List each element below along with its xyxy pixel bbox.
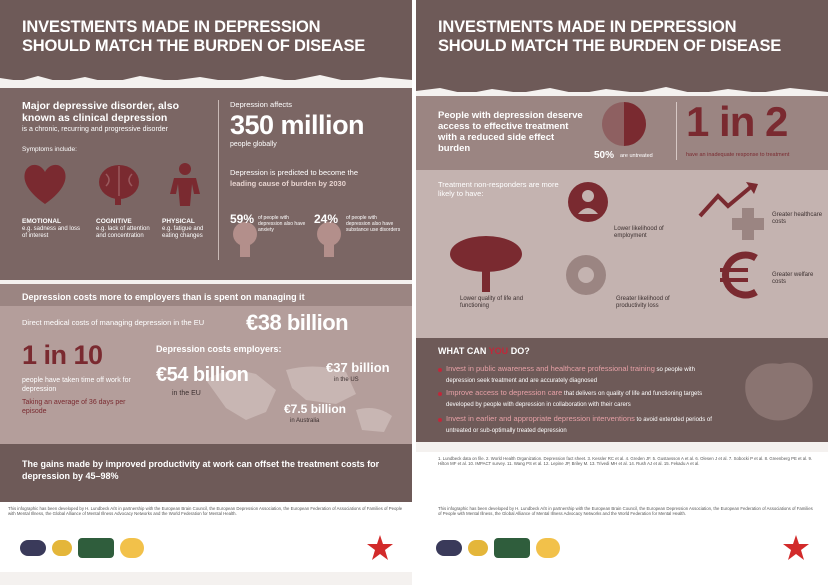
one-in-ten-desc: people have taken time off work for depression <box>22 377 131 393</box>
predicted-bold: leading cause of burden by 2030 <box>230 179 346 188</box>
what-can-text: WHAT CAN <box>438 346 489 356</box>
eufami-logo <box>78 538 114 558</box>
what-can-you-do <box>438 346 530 356</box>
au-label: in Australia <box>290 418 320 424</box>
europe-map-icon <box>736 350 820 430</box>
symptom-desc-physical: e.g. fatigue and eating changes <box>162 226 204 239</box>
body-icon <box>160 160 210 208</box>
heart-icon <box>20 160 70 208</box>
you-text: YOU <box>488 346 509 356</box>
star-icon <box>776 532 812 562</box>
direct-value: €38 billion <box>246 310 349 335</box>
bullet-icon <box>438 418 442 422</box>
bullet-icon <box>438 368 442 372</box>
bullet-icon <box>438 392 442 396</box>
inadequate-label: have an inadequate response to treatment <box>686 152 790 158</box>
symptom-label-emotional: EMOTIONAL <box>22 218 61 225</box>
symptom-desc-emotional: e.g. sadness and loss of interest <box>22 226 81 239</box>
footnote: This infographic has been developed by H. Lundbeck A/S in partnership with the European Brain Council, the European Depression Association, the European Federation of Associations of Families of People with Mental Illness, the Global Alliance of Mental Illness Advocacy Networks and the World Federation for Mental Health. <box>8 506 403 516</box>
outcome-label-employment: Lower likelihood of employment <box>614 226 664 239</box>
broken-gear-icon <box>556 250 616 300</box>
affects-value: 350 million <box>230 110 365 140</box>
stat2-desc: of people with depression also have substance use disorders <box>346 215 401 233</box>
action-item <box>446 414 736 436</box>
logo <box>468 540 488 556</box>
header-band <box>416 0 828 92</box>
action-highlight: Improve access to depression care <box>446 388 563 397</box>
outcome-label-quality: Lower quality of life and functioning <box>460 296 524 309</box>
predicted-text: Depression is predicted to become the <box>230 168 358 177</box>
star-icon <box>360 532 396 562</box>
eu-label: in the EU <box>172 390 201 397</box>
header-band <box>0 0 412 80</box>
medical-cross-icon <box>730 206 766 242</box>
eu-value: €54 billion <box>156 364 249 386</box>
deserve-text: People with depression deserve access to effective treatment with a reduced side effect burden <box>438 110 583 154</box>
us-value: €37 billion <box>326 360 390 375</box>
untreated-label: are untreated <box>620 153 653 159</box>
action-detail: so people with depression seek treatment and are accurately diagnosed <box>446 367 695 384</box>
action-detail: that delivers on quality of life and functioning targets developed by people with depression in collaboration with their carers <box>446 391 703 408</box>
logo <box>52 540 72 556</box>
divider <box>676 102 677 160</box>
head-profile-icon <box>594 98 654 154</box>
brain-icon <box>94 160 144 208</box>
divider <box>218 100 219 260</box>
symptom-label-physical: PHYSICAL <box>162 218 195 225</box>
one-in-ten: 1 in 10 <box>22 340 103 370</box>
au-value: €7.5 billion <box>284 402 347 416</box>
action-item <box>446 364 716 386</box>
affects-sub: people globally <box>230 141 277 148</box>
intro-heading: Major depressive disorder, also known as clinical depression <box>22 100 179 124</box>
page-title: INVESTMENTS MADE IN DEPRESSION SHOULD MATCH THE BURDEN OF DISEASE <box>22 18 366 55</box>
references: 1. Lundbeck data on file. 2. World Health Organization. Depression fact sheet. 3. Kessler RC et al. 4. Greden JF. 5. Gustavsson A et al. 6. Olesen J et al. 7. Sobocki P et al. 8. Greenberg PE et al. 9. Hilton MF et al. 10. IMPACT survey. 11. Wang PS et al. 12. Lepine JP, Briley M. 13. Trivedi MH et al. 14. Rush AJ et al. 15. Fekadu A et al. <box>438 456 813 466</box>
symptoms-label: Symptoms include: <box>22 146 77 153</box>
ebc-logo <box>20 540 46 556</box>
outcome-label-welfare: Greater welfare costs <box>772 272 814 285</box>
footer <box>416 452 828 585</box>
direct-label: Direct medical costs of managing depression in the EU <box>22 318 205 327</box>
do-text: DO? <box>508 346 530 356</box>
eufami-logo <box>494 538 530 558</box>
footnote: This infographic has been developed by H. Lundbeck A/S in partnership with the European Brain Council, the European Depression Association, the European Federation of Associations of Families of People with Mental Illness, the Global Alliance of Mental Illness Advocacy Networks and the World Federation for Mental Health. <box>438 506 813 516</box>
intro-sub: is a chronic, recurring and progressive disorder <box>22 126 168 133</box>
us-label: in the US <box>334 377 359 383</box>
gains-text: The gains made by improved productivity at work can offset the treatment costs for depression by 45–98% <box>22 459 380 481</box>
ebc-logo <box>436 540 462 556</box>
stat1-value: 59% <box>230 212 255 226</box>
untreated-value: 50% <box>594 150 615 161</box>
average-days: Taking an average of 36 days per episode <box>22 399 126 415</box>
symptom-desc-cognitive: e.g. lack of attention and concentration <box>96 226 150 239</box>
gamian-logo <box>120 538 144 558</box>
affects-label: Depression affects <box>230 100 292 109</box>
action-detail: to avoid extended periods of untreated or sub-optimally treated depression <box>446 417 712 434</box>
action-highlight: Invest in earlier and appropriate depression interventions <box>446 414 635 423</box>
page-title: INVESTMENTS MADE IN DEPRESSION SHOULD MATCH THE BURDEN OF DISEASE <box>438 18 782 55</box>
tree-icon <box>436 226 536 296</box>
stat1-desc: of people with depression also have anxiety <box>258 215 306 233</box>
right-page <box>416 0 828 585</box>
worker-icon <box>566 180 610 224</box>
nonresponders-text: Treatment non-responders are more likely to have: <box>438 180 559 198</box>
gamian-logo <box>536 538 560 558</box>
left-page <box>0 0 412 585</box>
stat2-value: 24% <box>314 212 339 226</box>
action-highlight: Invest in public awareness and healthcare professional training <box>446 364 655 373</box>
euro-icon <box>716 250 766 300</box>
action-item <box>446 388 716 410</box>
symptom-label-cognitive: COGNITIVE <box>96 218 132 225</box>
employer-heading: Depression costs employers: <box>156 344 282 354</box>
inadequate-value: 1 in 2 <box>686 98 788 145</box>
costs-heading: Depression costs more to employers than is spent on managing it <box>22 292 305 302</box>
outcome-label-healthcare: Greater healthcare costs <box>772 212 823 225</box>
outcome-label-productivity: Greater likelihood of productivity loss <box>616 296 670 309</box>
